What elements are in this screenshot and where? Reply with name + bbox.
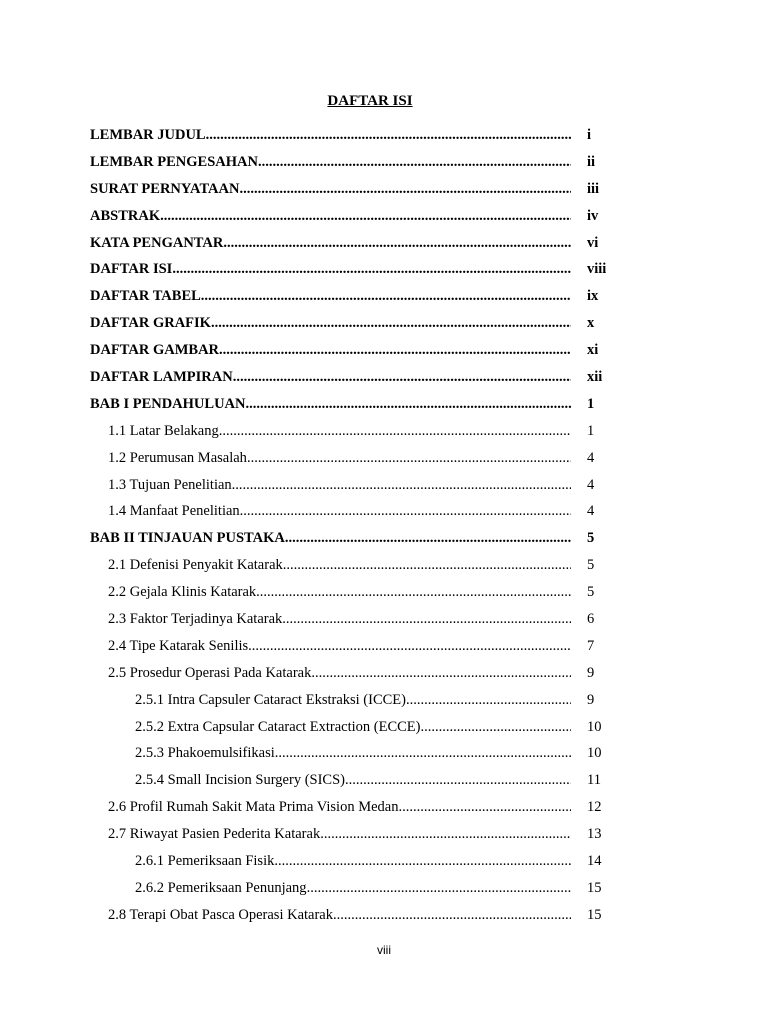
dot-leader <box>333 902 571 929</box>
toc-entry-page-number: ix <box>587 288 599 305</box>
toc-entry-page-number: 15 <box>587 879 602 896</box>
toc-entry-label: BAB I PENDAHULUAN <box>90 395 246 412</box>
dot-leader <box>211 310 571 337</box>
toc-entry <box>0 310 768 337</box>
toc-entry <box>0 337 768 364</box>
toc-entry <box>0 687 768 714</box>
dot-leader <box>247 445 571 472</box>
toc-entry-text <box>108 579 571 606</box>
dot-leader <box>283 552 571 579</box>
table-of-contents <box>0 122 768 929</box>
dot-leader <box>398 794 571 821</box>
toc-entry-text <box>108 445 571 472</box>
toc-entry-page-number: 13 <box>587 826 602 843</box>
toc-entry <box>0 633 768 660</box>
toc-entry-text <box>108 633 571 660</box>
toc-entry <box>0 176 768 203</box>
toc-entry-text <box>90 203 571 230</box>
toc-entry-label: 2.5.3 Phakoemulsifikasi <box>135 745 275 762</box>
toc-entry-label: DAFTAR GAMBAR <box>90 342 220 359</box>
toc-entry-text <box>135 714 571 741</box>
toc-entry-label: BAB II TINJAUAN PUSTAKA <box>90 530 285 547</box>
toc-entry-text <box>108 660 571 687</box>
toc-entry-label: DAFTAR GRAFIK <box>90 315 211 332</box>
dot-leader <box>307 875 571 902</box>
dot-leader <box>420 714 571 741</box>
toc-entry-label: LEMBAR JUDUL <box>90 127 206 143</box>
toc-entry <box>0 552 768 579</box>
toc-entry <box>0 149 768 176</box>
toc-entry-text <box>108 498 571 525</box>
toc-entry <box>0 256 768 283</box>
toc-entry-label: DAFTAR ISI <box>90 261 173 278</box>
toc-entry-label: 1.3 Tujuan Penelitian <box>108 476 232 493</box>
toc-entry-text <box>90 256 571 283</box>
toc-entry-label: 2.6.1 Pemeriksaan Fisik <box>135 853 275 870</box>
toc-entry-page-number: ii <box>587 153 596 170</box>
toc-entry-label: 2.6 Profil Rumah Sakit Mata Prima Vision Medan <box>108 799 399 816</box>
toc-entry-text <box>108 821 571 848</box>
toc-entry <box>0 902 768 929</box>
toc-entry-text <box>108 472 571 499</box>
toc-entry <box>0 821 768 848</box>
toc-entry-label: 2.6.2 Pemeriksaan Penunjang <box>135 879 307 896</box>
toc-entry <box>0 472 768 499</box>
toc-entry-text <box>135 875 571 902</box>
toc-entry-page-number: 4 <box>587 503 595 520</box>
dot-leader <box>223 230 571 257</box>
dot-leader <box>219 418 571 445</box>
toc-entry-label: 2.5 Prosedur Operasi Pada Katarak <box>108 664 312 681</box>
toc-entry-label: 1.1 Latar Belakang <box>108 422 219 439</box>
dot-leader <box>172 256 571 283</box>
toc-entry-page-number: 1 <box>587 422 595 439</box>
toc-entry-label: SURAT PERNYATAAN <box>90 180 240 197</box>
toc-entry <box>0 525 768 552</box>
dot-leader <box>232 472 571 499</box>
toc-entry-text <box>90 364 571 391</box>
dot-leader <box>201 283 571 310</box>
toc-entry-label: 2.5.1 Intra Capsuler Cataract Ekstraksi (ICCE) <box>135 691 406 708</box>
toc-entry-label: 1.4 Manfaat Penelitian <box>108 503 240 520</box>
toc-entry-page-number: 4 <box>587 476 595 493</box>
dot-leader <box>285 525 571 552</box>
dot-leader <box>160 203 571 230</box>
dot-leader <box>345 767 571 794</box>
footer-page-number: viii <box>377 943 391 957</box>
toc-entry-label: ABSTRAK <box>90 207 161 224</box>
toc-entry-text <box>135 848 571 875</box>
toc-entry-label: DAFTAR LAMPIRAN <box>90 369 233 386</box>
toc-entry-page-number: 15 <box>587 906 602 923</box>
toc-entry-page-number: 1 <box>587 395 595 412</box>
page-title: DAFTAR ISI <box>327 93 413 109</box>
toc-entry <box>0 445 768 472</box>
toc-entry-page-number: iv <box>587 207 599 224</box>
toc-entry-text <box>135 740 571 767</box>
toc-entry-page-number: viii <box>587 261 607 278</box>
dot-leader <box>320 821 571 848</box>
dot-leader <box>274 848 571 875</box>
toc-entry-label: 2.3 Faktor Terjadinya Katarak <box>108 611 283 628</box>
toc-entry <box>0 418 768 445</box>
dot-leader <box>406 687 571 714</box>
toc-entry <box>0 606 768 633</box>
toc-entry-text <box>90 525 571 552</box>
dot-leader <box>248 633 571 660</box>
dot-leader <box>258 149 571 176</box>
toc-entry-page-number: 5 <box>587 584 595 601</box>
dot-leader <box>206 122 571 149</box>
dot-leader <box>246 391 572 418</box>
toc-entry-page-number: 5 <box>587 530 595 547</box>
dot-leader <box>219 337 571 364</box>
toc-entry <box>0 848 768 875</box>
toc-entry <box>0 498 768 525</box>
toc-entry-label: KATA PENGANTAR <box>90 234 224 251</box>
toc-entry-page-number: i <box>587 127 592 143</box>
toc-entry-page-number: 7 <box>587 637 595 654</box>
toc-entry-text <box>90 230 571 257</box>
toc-entry <box>0 794 768 821</box>
toc-entry-text <box>108 794 571 821</box>
dot-leader <box>233 364 571 391</box>
dot-leader <box>282 606 571 633</box>
toc-entry-label: 1.2 Perumusan Masalah <box>108 449 247 466</box>
toc-entry-text <box>90 122 571 149</box>
toc-entry-text <box>108 552 571 579</box>
toc-entry <box>0 875 768 902</box>
toc-entry-text <box>135 767 571 794</box>
toc-entry <box>0 364 768 391</box>
toc-entry-page-number: 12 <box>587 799 602 816</box>
toc-entry-page-number: 11 <box>587 772 601 789</box>
toc-entry-label: 2.2 Gejala Klinis Katarak <box>108 584 257 601</box>
toc-entry <box>0 579 768 606</box>
toc-entry-page-number: xi <box>587 342 599 359</box>
toc-entry-page-number: xii <box>587 369 603 386</box>
toc-entry-page-number: 10 <box>587 718 602 735</box>
toc-entry-text <box>90 391 571 418</box>
toc-entry-text <box>108 418 571 445</box>
toc-entry-label: 2.7 Riwayat Pasien Pederita Katarak <box>108 826 321 843</box>
toc-entry-label: LEMBAR PENGESAHAN <box>90 153 258 170</box>
toc-entry <box>0 660 768 687</box>
toc-entry-page-number: 4 <box>587 449 595 466</box>
toc-entry-text <box>90 310 571 337</box>
toc-entry-label: 2.5.4 Small Incision Surgery (SICS) <box>135 772 345 789</box>
toc-entry-page-number: 9 <box>587 664 595 681</box>
toc-entry-text <box>90 149 571 176</box>
toc-entry-text <box>90 337 571 364</box>
dot-leader <box>256 579 571 606</box>
toc-entry <box>0 230 768 257</box>
toc-entry-label: 2.1 Defenisi Penyakit Katarak <box>108 557 283 574</box>
toc-entry-text <box>90 176 571 203</box>
toc-entry-page-number: iii <box>587 180 600 197</box>
toc-entry <box>0 714 768 741</box>
toc-entry <box>0 740 768 767</box>
toc-entry <box>0 767 768 794</box>
toc-entry <box>0 122 768 149</box>
toc-entry-label: DAFTAR TABEL <box>90 288 201 305</box>
dot-leader <box>275 740 571 767</box>
toc-entry-text <box>90 283 571 310</box>
toc-entry-page-number: 6 <box>587 611 595 628</box>
toc-entry-page-number: 10 <box>587 745 602 762</box>
toc-entry-label: 2.5.2 Extra Capsular Cataract Extraction (ECCE) <box>135 718 421 735</box>
toc-entry-label: 2.8 Terapi Obat Pasca Operasi Katarak <box>108 906 333 923</box>
toc-entry <box>0 391 768 418</box>
toc-entry-page-number: 14 <box>587 853 602 870</box>
toc-entry-label: 2.4 Tipe Katarak Senilis <box>108 637 249 654</box>
toc-entry-text <box>108 902 571 929</box>
toc-entry-page-number: vi <box>587 234 599 251</box>
toc-entry <box>0 283 768 310</box>
toc-entry-page-number: x <box>587 315 595 332</box>
dot-leader <box>239 176 571 203</box>
toc-entry-text <box>108 606 571 633</box>
toc-entry <box>0 203 768 230</box>
toc-entry-text <box>135 687 571 714</box>
toc-entry-page-number: 9 <box>587 691 595 708</box>
toc-entry-page-number: 5 <box>587 557 595 574</box>
dot-leader <box>311 660 571 687</box>
dot-leader <box>240 498 571 525</box>
